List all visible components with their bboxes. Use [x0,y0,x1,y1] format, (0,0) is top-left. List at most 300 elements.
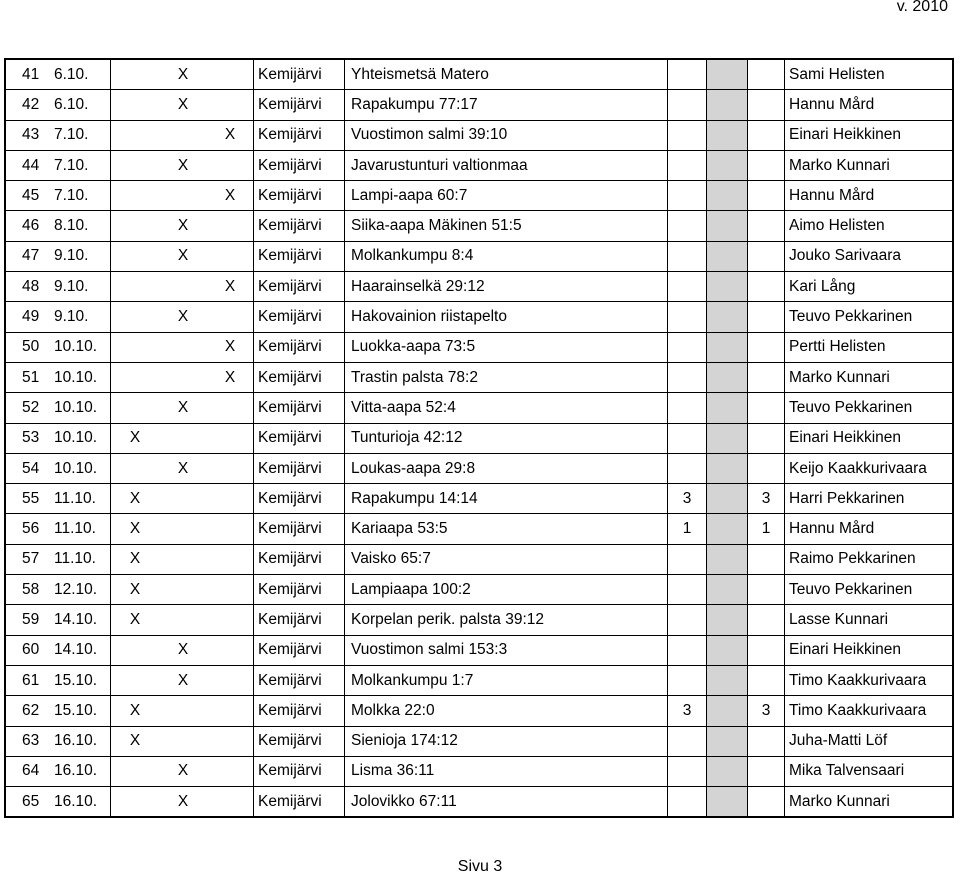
row-place: Sienioja 174:12 [345,726,668,756]
row-number: 58 [6,575,52,605]
count-column-b [707,302,748,332]
row-number: 65 [22,792,40,810]
row-place: Korpelan perik. palsta 39:12 [345,605,668,635]
count-column-a: 3 [668,484,707,514]
row-municipality: Kemijärvi [254,665,345,695]
row-place: Rapakumpu 14:14 [345,484,668,514]
row-date: 10.10. [52,393,111,423]
mark-column-3 [207,241,254,271]
row-place: Yhteismetsä Matero [345,60,668,90]
row-place: Javarustunturi valtionmaa [345,150,668,180]
row-date: 7.10. [52,150,111,180]
count-column-a [668,544,707,574]
mark-column-2: X [159,150,207,180]
row-municipality: Kemijärvi [254,60,345,90]
mark-column-3 [207,787,254,817]
row-municipality: Kemijärvi [254,362,345,392]
row-municipality: Kemijärvi [254,696,345,726]
row-municipality: Kemijärvi [254,544,345,574]
row-number: 62 [6,696,52,726]
count-column-c [748,241,785,271]
row-date: 9.10. [52,241,111,271]
table-row [6,423,952,453]
mark-column-3 [207,726,254,756]
row-number: 45 [6,181,52,211]
mark-column-3 [207,453,254,483]
row-municipality: Kemijärvi [254,423,345,453]
row-number: 56 [6,514,52,544]
mark-column-1 [111,362,160,392]
count-column-a [668,635,707,665]
count-column-b [707,453,748,483]
mark-column-2: X [159,211,207,241]
count-column-a [668,362,707,392]
table-row [6,60,952,90]
mark-column-3 [207,90,254,120]
count-column-b [707,120,748,150]
row-date: 14.10. [52,605,111,635]
count-column-a [668,241,707,271]
mark-column-1 [111,453,160,483]
table-row [6,726,952,756]
row-place: Tunturioja 42:12 [345,423,668,453]
mark-column-3 [207,665,254,695]
count-column-c [748,544,785,574]
count-column-a [668,332,707,362]
row-number: 44 [6,150,52,180]
row-municipality: Kemijärvi [254,332,345,362]
count-column-a [668,181,707,211]
mark-column-2: X [159,302,207,332]
table-row [6,332,952,362]
mark-column-2: X [159,635,207,665]
page-number: Sivu 3 [457,858,503,875]
table-row [6,484,952,514]
row-observer: Marko Kunnari [785,787,953,817]
row-date: 6.10. [52,90,111,120]
count-column-a: 1 [668,514,707,544]
count-column-a [668,787,707,817]
mark-column-1: X [111,575,160,605]
table-row [6,696,952,726]
mark-column-3: X [207,120,254,150]
table-row [6,453,952,483]
row-place: Lisma 36:11 [345,756,668,786]
row-place: Loukas-aapa 29:8 [345,453,668,483]
table-row [6,241,952,271]
table-row [6,665,952,695]
table-body [6,60,952,816]
mark-column-1 [111,150,160,180]
mark-column-2 [159,362,207,392]
count-column-c [748,756,785,786]
row-observer: Keijo Kaakkurivaara [785,453,953,483]
row-date: 7.10. [52,120,111,150]
row-place: Luokka-aapa 73:5 [345,332,668,362]
row-observer: Jouko Sarivaara [785,241,953,271]
row-date: 14.10. [52,635,111,665]
row-date: 10.10. [52,453,111,483]
count-column-c: 3 [748,696,785,726]
count-column-b [707,575,748,605]
row-municipality: Kemijärvi [254,575,345,605]
row-place: Vuostimon salmi 153:3 [345,635,668,665]
mark-column-3: X [207,272,254,302]
table-row [6,393,952,423]
row-municipality: Kemijärvi [254,120,345,150]
row-observer: Timo Kaakkurivaara [785,665,953,695]
row-observer: Marko Kunnari [785,150,953,180]
row-observer: Aimo Helisten [785,211,953,241]
table-row [6,756,952,786]
mark-column-1 [111,60,160,90]
row-number: 47 [6,241,52,271]
table-row [6,90,952,120]
mark-column-2 [159,272,207,302]
row-date: 15.10. [52,696,111,726]
count-column-a [668,302,707,332]
row-number: 49 [6,302,52,332]
mark-column-3 [207,635,254,665]
version-label: v. 2010 [896,0,948,15]
mark-column-2: X [159,453,207,483]
count-column-c [748,665,785,695]
row-observer: Teuvo Pekkarinen [785,302,953,332]
row-date: 7.10. [52,181,111,211]
row-municipality: Kemijärvi [254,302,345,332]
table-row [6,787,952,817]
row-number: 53 [6,423,52,453]
table-row [6,635,952,665]
row-observer: Kari Lång [785,272,953,302]
row-date: 10.10. [52,362,111,392]
count-column-c [748,272,785,302]
table-row [6,120,952,150]
table-row [6,605,952,635]
count-column-b [707,90,748,120]
row-place: Molkankumpu 8:4 [345,241,668,271]
row-observer: Raimo Pekkarinen [785,544,953,574]
row-date: 10.10. [52,332,111,362]
row-place: Kariaapa 53:5 [345,514,668,544]
row-date: 10.10. [52,423,111,453]
mark-column-3 [207,575,254,605]
row-observer: Timo Kaakkurivaara [785,696,953,726]
count-column-c [748,393,785,423]
count-column-b [707,362,748,392]
row-place: Haarainselkä 29:12 [345,272,668,302]
mark-column-1 [111,332,160,362]
row-observer: Juha-Matti Löf [785,726,953,756]
mark-column-1 [111,665,160,695]
count-column-c [748,302,785,332]
count-column-c [748,575,785,605]
row-date: 8.10. [52,211,111,241]
mark-column-1: X [111,544,160,574]
row-date: 6.10. [52,60,111,90]
mark-column-3 [207,605,254,635]
row-place: Molkankumpu 1:7 [345,665,668,695]
mark-column-2: X [159,756,207,786]
count-column-b [707,241,748,271]
mark-column-3 [207,211,254,241]
row-municipality: Kemijärvi [254,241,345,271]
count-column-a [668,272,707,302]
count-column-b [707,605,748,635]
row-municipality: Kemijärvi [254,90,345,120]
row-municipality: Kemijärvi [254,484,345,514]
count-column-b [707,514,748,544]
row-place: Rapakumpu 77:17 [345,90,668,120]
row-place: Siika-aapa Mäkinen 51:5 [345,211,668,241]
mark-column-1 [111,787,160,817]
row-place: Hakovainion riistapelto [345,302,668,332]
mark-column-1: X [111,484,160,514]
row-observer: Einari Heikkinen [785,120,953,150]
count-column-a [668,756,707,786]
count-column-a [668,211,707,241]
mark-column-3 [207,423,254,453]
row-municipality: Kemijärvi [254,635,345,665]
mark-column-2 [159,181,207,211]
count-column-c [748,423,785,453]
row-observer: Teuvo Pekkarinen [785,575,953,605]
count-column-c [748,362,785,392]
row-date: 11.10. [52,544,111,574]
row-observer: Lasse Kunnari [785,605,953,635]
row-number: 46 [6,211,52,241]
table-row [6,514,952,544]
count-column-c [748,605,785,635]
row-number: 52 [6,393,52,423]
count-column-a: 3 [668,696,707,726]
row-municipality: Kemijärvi [254,514,345,544]
count-column-b [707,150,748,180]
row-observer: Sami Helisten [785,60,953,90]
count-column-b [707,635,748,665]
row-municipality: Kemijärvi [254,272,345,302]
mark-column-2 [159,696,207,726]
mark-column-2: X [159,90,207,120]
mark-column-2: X [159,241,207,271]
row-municipality: Kemijärvi [254,605,345,635]
row-number: 48 [6,272,52,302]
mark-column-2 [159,332,207,362]
row-observer: Hannu Mård [785,90,953,120]
mark-column-3 [207,514,254,544]
mark-column-2: X [159,665,207,695]
mark-column-1 [111,302,160,332]
count-column-a [668,605,707,635]
row-municipality: Kemijärvi [254,181,345,211]
mark-column-3: X [207,332,254,362]
row-date: 11.10. [52,484,111,514]
row-observer: Mika Talvensaari [785,756,953,786]
mark-column-1 [111,181,160,211]
mark-column-2 [159,605,207,635]
count-column-b [707,60,748,90]
row-municipality: Kemijärvi [254,756,345,786]
row-number: 64 [6,756,52,786]
row-observer: Einari Heikkinen [785,635,953,665]
row-number: 43 [6,120,52,150]
count-column-b [707,484,748,514]
row-place: Molkka 22:0 [345,696,668,726]
count-column-c [748,787,785,817]
mark-column-2: X [159,393,207,423]
table-row [6,211,952,241]
count-column-b [707,544,748,574]
count-column-b [707,726,748,756]
count-column-a [668,393,707,423]
mark-column-1: X [111,726,160,756]
row-date: 11.10. [52,514,111,544]
row-municipality: Kemijärvi [254,726,345,756]
count-column-a [668,453,707,483]
row-observer: Marko Kunnari [785,362,953,392]
mark-column-1 [111,756,160,786]
mark-column-1 [111,635,160,665]
mark-column-3: X [207,362,254,392]
mark-column-1: X [111,423,160,453]
count-column-c [748,181,785,211]
table-row [6,181,952,211]
row-place: Jolovikko 67:11 [351,792,457,810]
row-number: 51 [6,362,52,392]
row-place: Lampi-aapa 60:7 [345,181,668,211]
count-column-a [668,423,707,453]
mark-column-2 [159,514,207,544]
row-observer: Pertti Helisten [785,332,953,362]
count-column-a [668,150,707,180]
row-observer: Teuvo Pekkarinen [785,393,953,423]
row-number: 57 [6,544,52,574]
mark-column-1: X [111,696,160,726]
mark-column-2 [159,575,207,605]
table-row [6,302,952,332]
mark-column-2 [159,423,207,453]
row-number: 54 [6,453,52,483]
count-column-c [748,150,785,180]
row-number: 61 [6,665,52,695]
count-column-b [707,272,748,302]
mark-column-2 [159,484,207,514]
mark-column-3 [207,484,254,514]
count-column-a [668,60,707,90]
count-column-a [668,726,707,756]
row-number: 50 [6,332,52,362]
row-place: Vitta-aapa 52:4 [345,393,668,423]
row-date: 9.10. [52,302,111,332]
row-municipality: Kemijärvi [254,211,345,241]
row-place: Trastin palsta 78:2 [345,362,668,392]
table-row [6,362,952,392]
count-column-a [668,120,707,150]
count-column-a [668,90,707,120]
row-municipality: Kemijärvi [254,787,345,817]
count-column-b [707,393,748,423]
count-column-c [748,635,785,665]
row-number: 55 [6,484,52,514]
results-table-grid [6,60,952,816]
table-row [6,150,952,180]
count-column-b [707,211,748,241]
count-column-b [707,423,748,453]
row-number: 41 [6,60,52,90]
mark-column-3 [207,756,254,786]
row-place: Lampiaapa 100:2 [345,575,668,605]
table-row [6,272,952,302]
count-column-c [748,60,785,90]
count-column-a [668,665,707,695]
row-observer: Hannu Mård [785,514,953,544]
row-observer: Harri Pekkarinen [785,484,953,514]
mark-column-3 [207,544,254,574]
row-number: 60 [6,635,52,665]
count-column-c: 1 [748,514,785,544]
table-row [6,575,952,605]
mark-column-3 [207,60,254,90]
mark-column-1 [111,272,160,302]
count-column-c [748,332,785,362]
mark-column-2 [159,120,207,150]
count-column-b [707,696,748,726]
row-date: 16.10. [52,787,111,817]
count-column-b [707,756,748,786]
mark-column-3 [207,302,254,332]
row-date: 16.10. [52,726,111,756]
mark-column-1 [111,393,160,423]
count-column-b [707,665,748,695]
row-number: 63 [6,726,52,756]
count-column-b [707,787,748,817]
mark-column-2: X [159,60,207,90]
count-column-c [748,211,785,241]
row-observer: Einari Heikkinen [785,423,953,453]
mark-column-3: X [207,181,254,211]
mark-column-3 [207,150,254,180]
row-number: 42 [6,90,52,120]
count-column-c [748,726,785,756]
count-column-b [707,181,748,211]
row-observer: Hannu Mård [785,181,953,211]
mark-column-3 [207,696,254,726]
mark-column-1 [111,90,160,120]
mark-column-2 [159,544,207,574]
count-column-a [668,575,707,605]
count-column-c [748,120,785,150]
mark-column-1: X [111,605,160,635]
count-column-c [748,90,785,120]
row-date: 9.10. [52,272,111,302]
row-number: 59 [6,605,52,635]
table-row [6,544,952,574]
mark-column-2 [159,726,207,756]
row-date: 16.10. [52,756,111,786]
row-municipality: Kemijärvi [254,453,345,483]
mark-column-1 [111,211,160,241]
row-place: Vuostimon salmi 39:10 [345,120,668,150]
count-column-c [748,453,785,483]
count-column-c: 3 [748,484,785,514]
row-date: 15.10. [52,665,111,695]
count-column-b [707,332,748,362]
row-municipality: Kemijärvi [254,393,345,423]
results-table [4,58,954,818]
mark-column-2: X [177,792,189,810]
row-municipality: Kemijärvi [254,150,345,180]
mark-column-1 [111,120,160,150]
